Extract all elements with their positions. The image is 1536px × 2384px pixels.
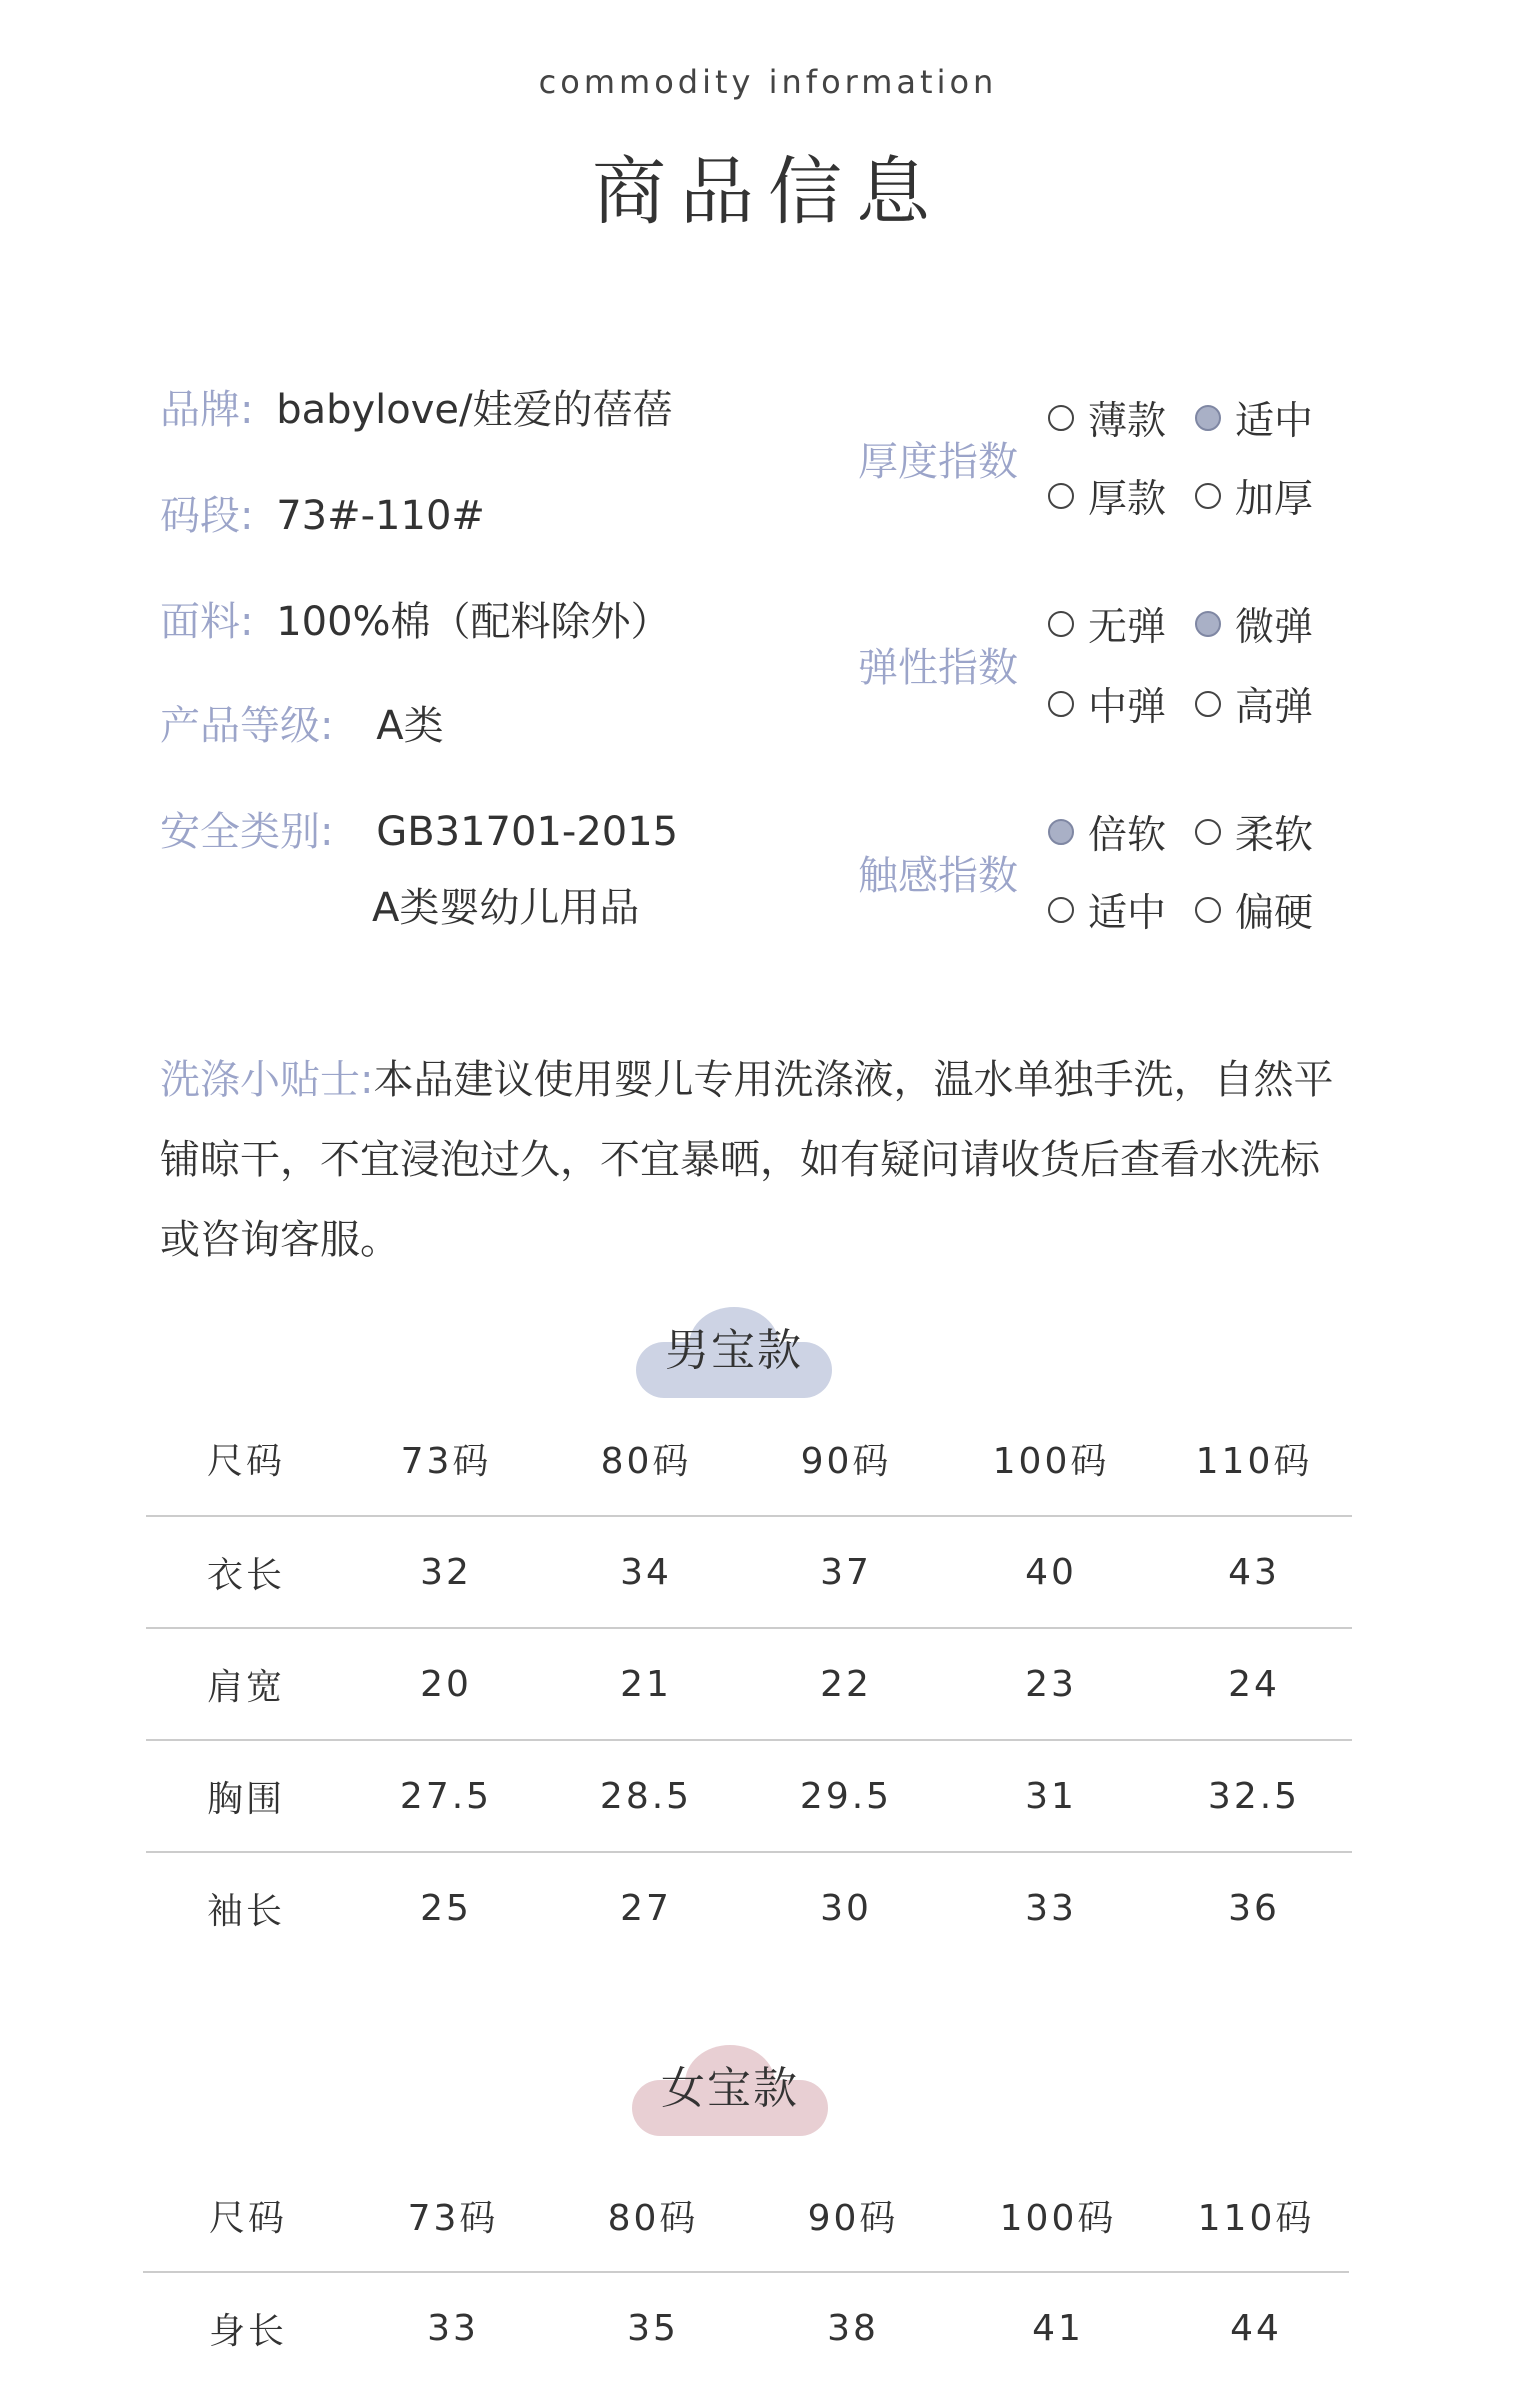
boys-section-title: 男宝款 (665, 1325, 803, 1376)
table-cell: 35 (553, 2272, 753, 2384)
info-size-range (160, 484, 485, 541)
info-safety-line2: A类婴幼儿用品 (372, 885, 640, 931)
boys-section-badge (634, 1300, 834, 1400)
girls-size-table (143, 2160, 1349, 2384)
info-brand (160, 378, 673, 435)
table-cell: 20 (346, 1628, 546, 1740)
table-row (143, 2272, 1349, 2384)
radio-icon (1195, 691, 1221, 717)
table-cell: 41 (953, 2272, 1163, 2384)
radio-selected-icon (1195, 611, 1221, 637)
table-cell: 胸围 (146, 1740, 346, 1852)
table-cell: 衣长 (146, 1516, 346, 1628)
table-cell: 24 (1156, 1628, 1352, 1740)
thickness-option[interactable]: 加厚 (1195, 468, 1313, 524)
boys-size-table (146, 1402, 1352, 1964)
info-fabric (160, 590, 671, 647)
radio-icon (1048, 483, 1074, 509)
table-cell: 40 (946, 1516, 1156, 1628)
info-label: 面料: (160, 599, 254, 645)
table-cell: 22 (746, 1628, 946, 1740)
table-header-cell: 73码 (400, 1441, 492, 1482)
info-label: 产品等级: (160, 703, 334, 749)
thickness-index-label: 厚度指数 (858, 439, 1018, 485)
info-value: 100%棉（配料除外） (276, 599, 671, 645)
table-cell: 28.5 (546, 1740, 746, 1852)
info-value: GB31701-2015 (376, 809, 679, 855)
page-subtitle: commodity information (538, 63, 998, 101)
radio-icon (1048, 611, 1074, 637)
radio-selected-icon (1048, 819, 1074, 845)
table-cell: 37 (746, 1516, 946, 1628)
radio-icon (1195, 897, 1221, 923)
table-row (146, 1852, 1352, 1964)
table-cell: 27 (546, 1852, 746, 1964)
radio-icon (1048, 691, 1074, 717)
touch-option[interactable]: 适中 (1048, 882, 1166, 938)
info-label: 安全类别: (160, 809, 334, 855)
radio-icon (1048, 897, 1074, 923)
table-cell: 36 (1156, 1852, 1352, 1964)
elasticity-index-label: 弹性指数 (858, 645, 1018, 691)
table-cell: 44 (1163, 2272, 1349, 2384)
table-cell: 21 (546, 1628, 746, 1740)
table-row (146, 1516, 1352, 1628)
table-cell: 43 (1156, 1516, 1352, 1628)
table-cell: 34 (546, 1516, 746, 1628)
info-grade (160, 694, 444, 751)
info-value: 73#-110# (276, 493, 485, 539)
washing-tips-label: 洗涤小贴士: (160, 1057, 374, 1103)
table-cell: 33 (946, 1852, 1156, 1964)
table-cell: 32.5 (1156, 1740, 1352, 1852)
info-value: A类 (376, 703, 444, 749)
table-header-cell: 110码 (1197, 2198, 1315, 2239)
table-cell: 23 (946, 1628, 1156, 1740)
table-cell: 身长 (143, 2272, 353, 2384)
table-cell: 27.5 (346, 1740, 546, 1852)
table-header-cell: 100码 (999, 2198, 1117, 2239)
elasticity-option[interactable]: 微弹 (1195, 596, 1313, 652)
table-cell: 33 (353, 2272, 553, 2384)
touch-index-label: 触感指数 (858, 853, 1018, 899)
table-header-cell: 90码 (800, 1441, 892, 1482)
table-cell: 31 (946, 1740, 1156, 1852)
table-header-cell: 110码 (1195, 1441, 1313, 1482)
thickness-option[interactable]: 适中 (1195, 390, 1313, 446)
table-cell: 38 (753, 2272, 953, 2384)
girls-section-title: 女宝款 (661, 2063, 799, 2114)
table-header-cell: 80码 (607, 2198, 699, 2239)
girls-section-badge (630, 2038, 830, 2138)
radio-icon (1195, 819, 1221, 845)
thickness-option[interactable]: 厚款 (1048, 468, 1166, 524)
washing-tips-text: 本品建议使用婴儿专用洗涤液，温水单独手洗，自然平铺晾干，不宜浸泡过久，不宜暴晒，如有疑问请收货后查看水洗标或咨询客服。 (160, 1057, 1334, 1263)
table-cell: 袖长 (146, 1852, 346, 1964)
table-header-cell: 100码 (992, 1441, 1110, 1482)
table-cell: 25 (346, 1852, 546, 1964)
page-title: 商品信息 (592, 149, 944, 235)
elasticity-option[interactable]: 高弹 (1195, 676, 1313, 732)
radio-selected-icon (1195, 405, 1221, 431)
info-value: babylove/娃爱的蓓蓓 (276, 387, 673, 433)
washing-tips (160, 1040, 1340, 1280)
table-header-cell: 尺码 (206, 1441, 285, 1482)
elasticity-option[interactable]: 中弹 (1048, 676, 1166, 732)
table-header-row (143, 2160, 1349, 2272)
table-cell: 32 (346, 1516, 546, 1628)
table-header-cell: 80码 (600, 1441, 692, 1482)
radio-icon (1048, 405, 1074, 431)
elasticity-option[interactable]: 无弹 (1048, 596, 1166, 652)
table-header-cell: 90码 (807, 2198, 899, 2239)
table-row (146, 1628, 1352, 1740)
info-safety (160, 800, 678, 857)
info-label: 码段: (160, 493, 254, 539)
thickness-option[interactable]: 薄款 (1048, 390, 1166, 446)
touch-option[interactable]: 偏硬 (1195, 882, 1313, 938)
table-cell: 30 (746, 1852, 946, 1964)
table-header-cell: 尺码 (208, 2198, 287, 2239)
table-header-row (146, 1402, 1352, 1516)
info-label: 品牌: (160, 387, 254, 433)
touch-option[interactable]: 倍软 (1048, 804, 1166, 860)
table-cell: 肩宽 (146, 1628, 346, 1740)
touch-option[interactable]: 柔软 (1195, 804, 1313, 860)
table-cell: 29.5 (746, 1740, 946, 1852)
radio-icon (1195, 483, 1221, 509)
table-row (146, 1740, 1352, 1852)
table-header-cell: 73码 (407, 2198, 499, 2239)
